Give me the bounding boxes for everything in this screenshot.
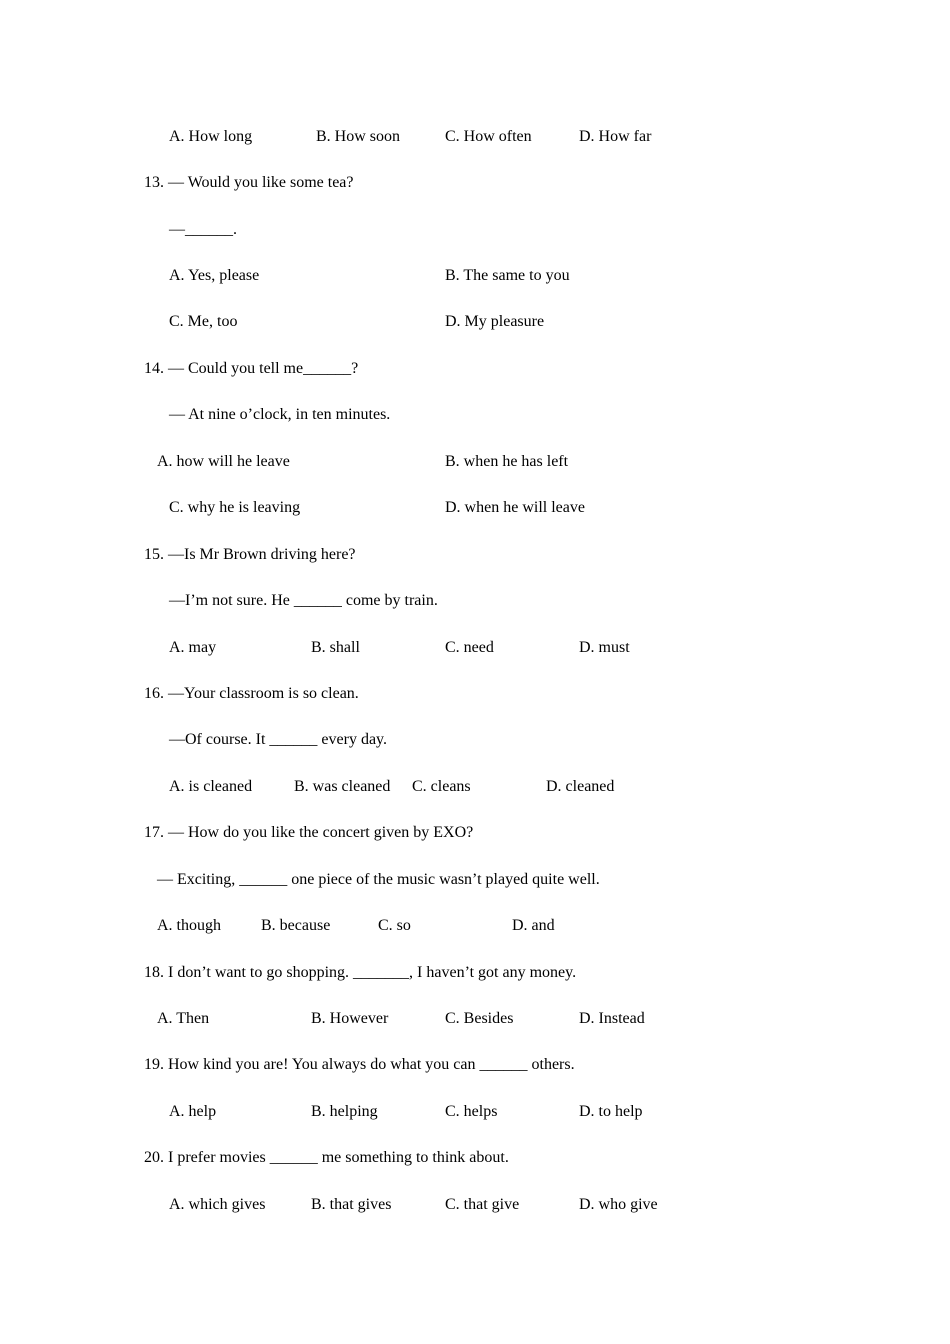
- q15-option-c: C. need: [445, 639, 494, 656]
- q12-option-b: B. How soon: [316, 128, 401, 145]
- q16-option-c: C. cleans: [412, 778, 471, 795]
- q20-option-c: C. that give: [445, 1196, 520, 1213]
- q15-option-a: A. may: [169, 639, 217, 656]
- q19-stem: 19. How kind you are! You always do what you can ______ others.: [144, 1056, 575, 1073]
- q17-option-b: B. because: [261, 917, 331, 934]
- q13-option-d: D. My pleasure: [445, 313, 545, 330]
- q16-option-b: B. was cleaned: [294, 778, 391, 795]
- q13-option-a: A. Yes, please: [169, 267, 260, 284]
- q14-stem: 14. — Could you tell me______?: [144, 360, 359, 377]
- q13-option-c: C. Me, too: [169, 313, 238, 330]
- q20-option-d: D. who give: [579, 1196, 658, 1213]
- q16-option-a: A. is cleaned: [169, 778, 253, 795]
- q19-option-a: A. help: [169, 1103, 217, 1120]
- q18-stem: 18. I don’t want to go shopping. _______, I haven’t got any money.: [144, 964, 577, 981]
- q16-stem: 16. —Your classroom is so clean.: [144, 685, 359, 702]
- q17-reply: — Exciting, ______ one piece of the music wasn’t played quite well.: [157, 871, 600, 888]
- q18-option-b: B. However: [311, 1010, 389, 1027]
- q15-stem: 15. —Is Mr Brown driving here?: [144, 546, 356, 563]
- q18-option-c: C. Besides: [445, 1010, 514, 1027]
- q17-option-c: C. so: [378, 917, 411, 934]
- q13-reply: —______.: [169, 221, 237, 238]
- q19-option-d: D. to help: [579, 1103, 643, 1120]
- q19-option-c: C. helps: [445, 1103, 498, 1120]
- q12-option-c: C. How often: [445, 128, 532, 145]
- q14-option-d: D. when he will leave: [445, 499, 585, 516]
- q15-reply: —I’m not sure. He ______ come by train.: [169, 592, 438, 609]
- q20-option-b: B. that gives: [311, 1196, 392, 1213]
- q14-reply: — At nine o’clock, in ten minutes.: [169, 406, 391, 423]
- q13-option-b: B. The same to you: [445, 267, 570, 284]
- q12-option-d: D. How far: [579, 128, 652, 145]
- q17-option-d: D. and: [512, 917, 555, 934]
- q20-option-a: A. which gives: [169, 1196, 266, 1213]
- q17-stem: 17. — How do you like the concert given by EXO?: [144, 824, 474, 841]
- q14-option-b: B. when he has left: [445, 453, 569, 470]
- q17-option-a: A. though: [157, 917, 221, 934]
- q14-option-a: A. how will he leave: [157, 453, 290, 470]
- q15-option-b: B. shall: [311, 639, 360, 656]
- q18-option-a: A. Then: [157, 1010, 210, 1027]
- q15-option-d: D. must: [579, 639, 630, 656]
- q16-reply: —Of course. It ______ every day.: [169, 731, 388, 748]
- q13-stem: 13. — Would you like some tea?: [144, 174, 354, 191]
- q20-stem: 20. I prefer movies ______ me something to think about.: [144, 1149, 509, 1166]
- q19-option-b: B. helping: [311, 1103, 378, 1120]
- q12-option-a: A. How long: [169, 128, 253, 145]
- q14-option-c: C. why he is leaving: [169, 499, 301, 516]
- q16-option-d: D. cleaned: [546, 778, 615, 795]
- q18-option-d: D. Instead: [579, 1010, 645, 1027]
